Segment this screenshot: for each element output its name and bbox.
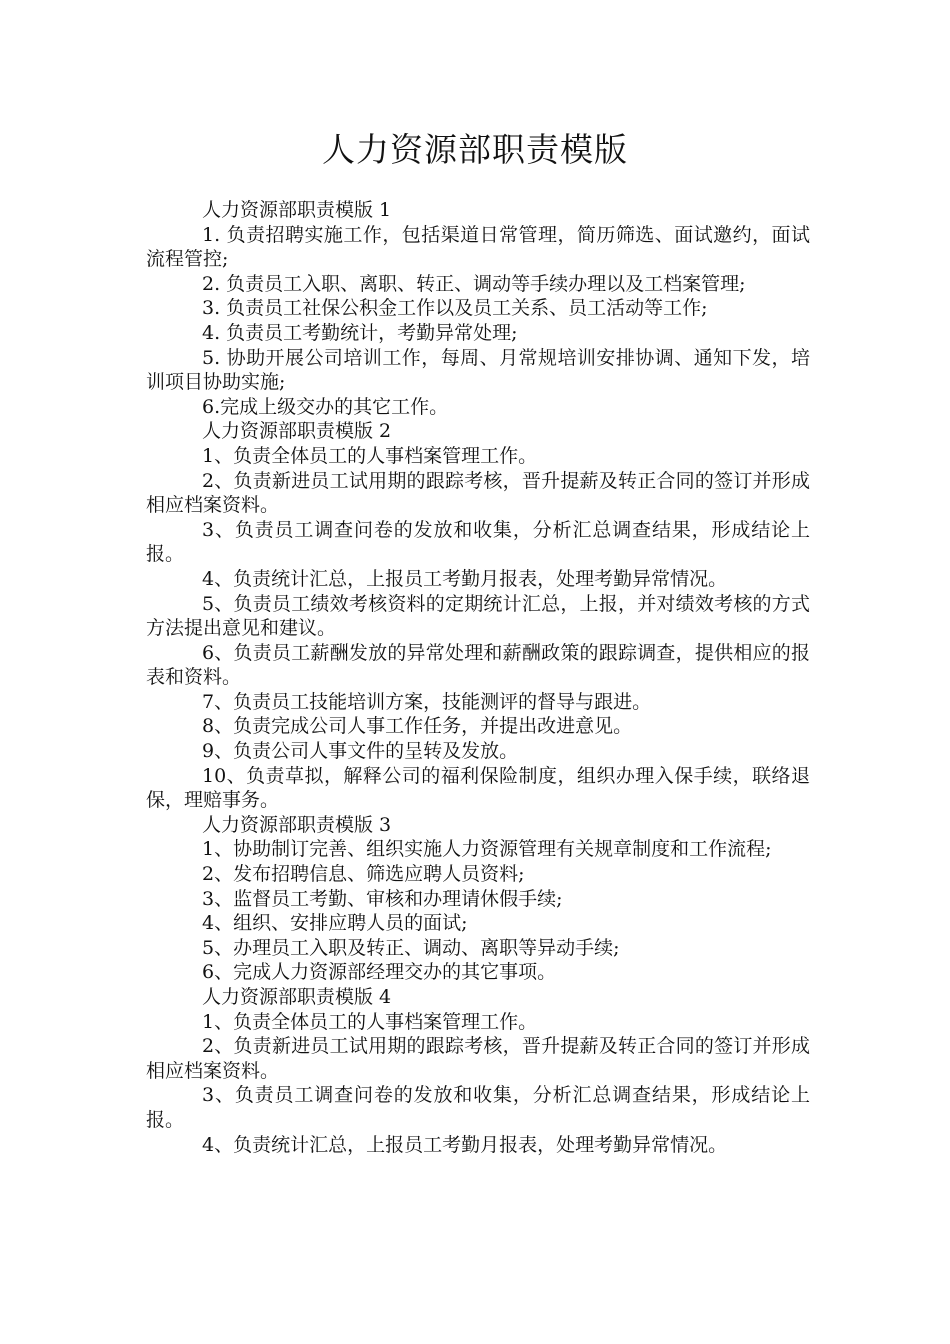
- paragraph: 2、负责新进员工试用期的跟踪考核，晋升提薪及转正合同的签订并形成相应档案资料。: [146, 1035, 810, 1082]
- paragraph: 5. 协助开展公司培训工作，每周、月常规培训安排协调、通知下发，培训项目协助实施;: [146, 346, 810, 394]
- paragraph: 4、负责统计汇总，上报员工考勤月报表，处理考勤异常情况。: [202, 1133, 728, 1156]
- section-heading-2: 人力资源部职责模版 2: [202, 420, 392, 443]
- paragraph: 2、发布招聘信息、筛选应聘人员资料;: [202, 863, 525, 886]
- paragraph: 2、负责新进员工试用期的跟踪考核，晋升提薪及转正合同的签订并形成相应档案资料。: [146, 469, 810, 517]
- paragraph: 9、负责公司人事文件的呈转及发放。: [202, 740, 519, 763]
- paragraph: 1、负责全体员工的人事档案管理工作。: [202, 444, 538, 467]
- paragraph: 1. 负责招聘实施工作，包括渠道日常管理，简历筛选、面试邀约，面试流程管控;: [146, 223, 810, 271]
- document-title: 人力资源部职责模版: [322, 130, 628, 169]
- paragraph: 3、负责员工调查问卷的发放和收集，分析汇总调查结果，形成结论上报。: [146, 1084, 810, 1131]
- paragraph: 3、负责员工调查问卷的发放和收集，分析汇总调查结果，形成结论上报。: [146, 518, 810, 566]
- paragraph: 5、办理员工入职及转正、调动、离职等异动手续;: [202, 936, 620, 959]
- paragraph: 3. 负责员工社保公积金工作以及员工关系、员工活动等工作;: [202, 297, 708, 320]
- paragraph: 6.完成上级交办的其它工作。: [202, 395, 449, 418]
- section-heading-4: 人力资源部职责模版 4: [202, 986, 392, 1008]
- paragraph: 4、负责统计汇总，上报员工考勤月报表，处理考勤异常情况。: [202, 567, 728, 590]
- section-heading-3: 人力资源部职责模版 3: [202, 813, 392, 836]
- section-heading-1: 人力资源部职责模版 1: [202, 199, 392, 221]
- paragraph: 5、负责员工绩效考核资料的定期统计汇总，上报，并对绩效考核的方式方法提出意见和建议。: [146, 592, 810, 640]
- paragraph: 4、组织、安排应聘人员的面试;: [202, 912, 468, 935]
- paragraph: 6、负责员工薪酬发放的异常处理和薪酬政策的跟踪调查，提供相应的报表和资料。: [146, 641, 810, 689]
- paragraph: 3、监督员工考勤、审核和办理请休假手续;: [202, 887, 563, 910]
- paragraph: 6、完成人力资源部经理交办的其它事项。: [202, 961, 557, 984]
- paragraph: 1、协助制订完善、组织实施人力资源管理有关规章制度和工作流程;: [202, 838, 772, 861]
- paragraph: 1、负责全体员工的人事档案管理工作。: [202, 1010, 538, 1033]
- paragraph: 7、负责员工技能培训方案，技能测评的督导与跟进。: [202, 690, 652, 713]
- paragraph: 10、负责草拟，解释公司的福利保险制度，组织办理入保手续，联络退保，理赔事务。: [146, 764, 810, 812]
- document-body: [146, 198, 810, 1157]
- paragraph: 8、负责完成公司人事工作任务，并提出改进意见。: [202, 715, 633, 738]
- paragraph: 2. 负责员工入职、离职、转正、调动等手续办理以及工档案管理;: [202, 272, 746, 295]
- paragraph: 4. 负责员工考勤统计，考勤异常处理;: [202, 321, 518, 344]
